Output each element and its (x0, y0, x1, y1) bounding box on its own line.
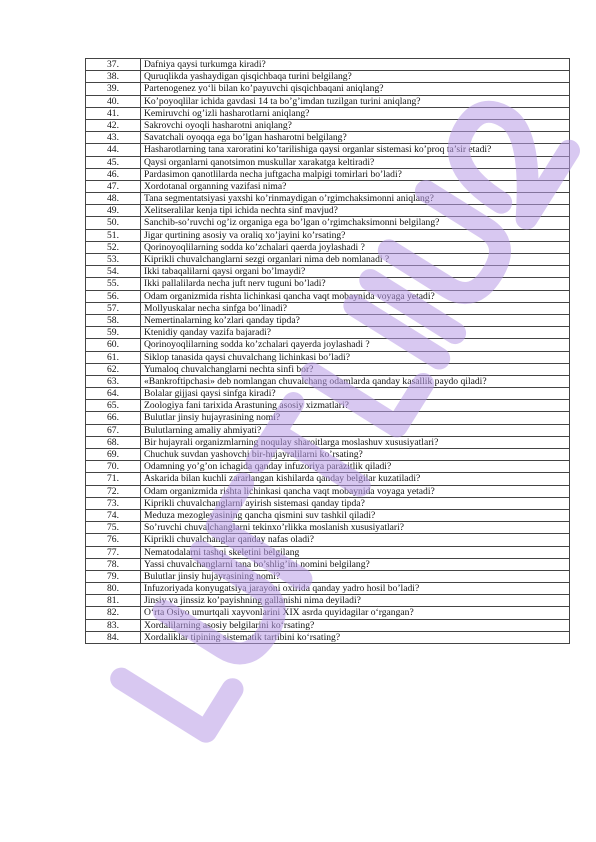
question-text: Xordalilarning asosiy belgilarini ko‘rsating? (141, 619, 570, 631)
question-text: Nematodalarni tashqi skeletini belgilang (141, 546, 570, 558)
question-row (86, 83, 570, 95)
question-row (86, 534, 570, 546)
question-text: Meduza mezogleyasining qancha qismini suv tashkil qiladi? (141, 509, 570, 521)
question-number: 76. (86, 534, 141, 546)
question-number: 47. (86, 180, 141, 192)
question-text: Yumaloq chuvalchanglarni nechta sinfi bor? (141, 363, 570, 375)
question-number: 62. (86, 363, 141, 375)
question-row (86, 375, 570, 387)
question-number: 69. (86, 449, 141, 461)
question-text: Zoologiya fani tarixida Arastuning asosiy xizmatlari? (141, 400, 570, 412)
question-row (86, 302, 570, 314)
question-number: 60. (86, 339, 141, 351)
question-row (86, 290, 570, 302)
question-row (86, 168, 570, 180)
question-row (86, 254, 570, 266)
question-number: 78. (86, 558, 141, 570)
questions-table-body (86, 59, 570, 644)
question-text: Bolalar gijjasi qaysi sinfga kiradi? (141, 388, 570, 400)
question-row (86, 619, 570, 631)
question-text: Odam organizmida rishta lichinkasi qancha vaqt mobaynida voyaga yetadi? (141, 290, 570, 302)
question-number: 43. (86, 132, 141, 144)
question-text: Pardasimon qanotlilarda necha juftgacha malpigi tomirlari bo’ladi? (141, 168, 570, 180)
question-number: 39. (86, 83, 141, 95)
question-row (86, 107, 570, 119)
question-number: 55. (86, 278, 141, 290)
question-number: 79. (86, 570, 141, 582)
question-row (86, 71, 570, 83)
question-text: Nemertinalarning ko’zlari qanday tipda? (141, 314, 570, 326)
question-number: 53. (86, 254, 141, 266)
question-text: Qaysi organlarni qanotsimon muskullar xarakatga keltiradi? (141, 156, 570, 168)
question-number: 56. (86, 290, 141, 302)
question-row (86, 217, 570, 229)
question-number: 61. (86, 351, 141, 363)
question-number: 63. (86, 375, 141, 387)
question-number: 37. (86, 59, 141, 71)
question-row (86, 180, 570, 192)
question-row (86, 193, 570, 205)
question-row (86, 132, 570, 144)
question-text: Chuchuk suvdan yashovchi bir-hujayralilarni ko’rsating? (141, 449, 570, 461)
question-number: 74. (86, 509, 141, 521)
question-text: So’ruvchi chuvalchanglarni tekinxo’rlikka moslanish xususiyatlari? (141, 522, 570, 534)
question-row (86, 156, 570, 168)
question-row (86, 546, 570, 558)
question-number: 51. (86, 229, 141, 241)
question-row (86, 363, 570, 375)
question-row (86, 558, 570, 570)
question-row (86, 388, 570, 400)
question-number: 75. (86, 522, 141, 534)
question-row (86, 400, 570, 412)
question-text: Qorinoyoqlilarning sodda ko’zchalari qaerda joylashadi ? (141, 241, 570, 253)
question-number: 44. (86, 144, 141, 156)
question-text: Kiprikli chuvalchanglar qanday nafas oladi? (141, 534, 570, 546)
question-number: 58. (86, 314, 141, 326)
question-text: Ikki pallalilarda necha juft nerv tuguni bo’ladi? (141, 278, 570, 290)
question-row (86, 144, 570, 156)
question-number: 40. (86, 95, 141, 107)
questions-table (85, 58, 570, 644)
question-row (86, 59, 570, 71)
question-number: 77. (86, 546, 141, 558)
question-text: Jinsiy va jinssiz ko’payishning gallanishi nima deyiladi? (141, 595, 570, 607)
question-row (86, 473, 570, 485)
question-row (86, 522, 570, 534)
question-number: 45. (86, 156, 141, 168)
question-row (86, 412, 570, 424)
question-number: 38. (86, 71, 141, 83)
question-number: 73. (86, 497, 141, 509)
question-text: O‘rta Osiyo umurtqali xayvonlarini XIX asrda quyidagilar o‘rgangan? (141, 607, 570, 619)
question-text: Askarida bilan kuchli zararlangan kishilarda qanday belgilar kuzatiladi? (141, 473, 570, 485)
question-text: Bir hujayrali organizmlarning noqulay sharoitlarga moslashuv xususiyatlari? (141, 436, 570, 448)
question-text: Dafniya qaysi turkumga kiradi? (141, 59, 570, 71)
question-text: Savatchali oyoqqa ega bo’lgan hasharotni belgilang? (141, 132, 570, 144)
question-row (86, 497, 570, 509)
question-row (86, 436, 570, 448)
question-row (86, 327, 570, 339)
question-number: 82. (86, 607, 141, 619)
question-text: Tana segmentatsiyasi yaxshi ko’rinmaydigan o’rgimchaksimonni aniqlang? (141, 193, 570, 205)
question-text: Bulutlar jinsiy hujayrasining nomi? (141, 412, 570, 424)
question-text: Bulutlar jinsiy hujayrasining nomi? (141, 570, 570, 582)
question-number: 66. (86, 412, 141, 424)
question-text: Ikki tabaqalilarni qaysi organi bo’lmaydi? (141, 266, 570, 278)
question-text: Yassi chuvalchanglarni tana bo’shlig’ini nomini belgilang? (141, 558, 570, 570)
question-text: Xordaliklar tipining sistematik tartibini ko‘rsating? (141, 631, 570, 643)
question-row (86, 509, 570, 521)
question-number: 52. (86, 241, 141, 253)
question-text: Mollyuskalar necha sinfga bo’linadi? (141, 302, 570, 314)
question-number: 68. (86, 436, 141, 448)
question-row (86, 314, 570, 326)
question-text: Ko’poyoqlilar ichida gavdasi 14 ta bo’g’imdan tuzilgan turini aniqlang? (141, 95, 570, 107)
question-text: Odam organizmida rishta lichinkasi qancha vaqt mobaynida voyaga yetadi? (141, 485, 570, 497)
question-row (86, 95, 570, 107)
question-text: Kemiruvchi og’izli hasharotlarni aniqlang? (141, 107, 570, 119)
question-text: Jigar qurtining asosiy va oraliq xo’jayini ko’rsating? (141, 229, 570, 241)
question-number: 57. (86, 302, 141, 314)
question-row (86, 570, 570, 582)
question-text: Siklop tanasida qaysi chuvalchang lichinkasi bo’ladi? (141, 351, 570, 363)
question-number: 59. (86, 327, 141, 339)
question-text: Kiprikli chuvalchanglarni ayirish sistemasi qanday tipda? (141, 497, 570, 509)
question-text: Hasharotlarning tana xaroratini ko’tarilishiga qaysi organlar sistemasi ko’proq ta’sir etadi? (141, 144, 570, 156)
question-text: Ktenidiy qanday vazifa bajaradi? (141, 327, 570, 339)
question-number: 84. (86, 631, 141, 643)
question-text: Bulutlarning amaliy ahmiyati? (141, 424, 570, 436)
question-text: Xelitseralilar kenja tipi ichida nechta sinf mavjud? (141, 205, 570, 217)
question-number: 48. (86, 193, 141, 205)
question-number: 54. (86, 266, 141, 278)
question-number: 81. (86, 595, 141, 607)
question-text: Sakrovchi oyoqli hasharotni aniqlang? (141, 119, 570, 131)
question-text: Kiprikli chuvalchanglarni sezgi organlari nima deb nomlanadi ? (141, 254, 570, 266)
question-number: 64. (86, 388, 141, 400)
question-row (86, 607, 570, 619)
question-number: 83. (86, 619, 141, 631)
question-number: 46. (86, 168, 141, 180)
question-row (86, 583, 570, 595)
question-number: 67. (86, 424, 141, 436)
question-number: 80. (86, 583, 141, 595)
question-text: Xordotanal organning vazifasi nima? (141, 180, 570, 192)
question-row (86, 278, 570, 290)
question-row (86, 449, 570, 461)
question-row (86, 241, 570, 253)
question-text: Sanchib-so’ruvchi og’iz organiga ega bo’lgan o’rgimchaksimonni belgilang? (141, 217, 570, 229)
question-number: 42. (86, 119, 141, 131)
question-row (86, 631, 570, 643)
question-row (86, 595, 570, 607)
question-row (86, 205, 570, 217)
question-number: 65. (86, 400, 141, 412)
question-number: 71. (86, 473, 141, 485)
question-row (86, 339, 570, 351)
question-number: 49. (86, 205, 141, 217)
question-text: Qorinoyoqlilarning sodda ko’zchalari qayerda joylashadi ? (141, 339, 570, 351)
question-row (86, 229, 570, 241)
question-number: 41. (86, 107, 141, 119)
question-text: Infuzoriyada konyugatsiya jarayoni oxirida qanday yadro hosil bo’ladi? (141, 583, 570, 595)
question-row (86, 119, 570, 131)
question-text: Quruqlikda yashaydigan qisqichbaqa turini belgilang? (141, 71, 570, 83)
question-row (86, 461, 570, 473)
question-text: Odamning yo’g’on ichagida qanday infuzoriya parazitlik qiladi? (141, 461, 570, 473)
question-row (86, 266, 570, 278)
question-number: 70. (86, 461, 141, 473)
question-row (86, 485, 570, 497)
question-text: Partenogenez yo‘li bilan ko’payuvchi qisqichbaqani aniqlang? (141, 83, 570, 95)
question-number: 50. (86, 217, 141, 229)
question-text: «Bankroftipchasi» deb nomlangan chuvalchang odamlarda qanday kasallik paydo qiladi? (141, 375, 570, 387)
question-row (86, 424, 570, 436)
question-row (86, 351, 570, 363)
question-number: 72. (86, 485, 141, 497)
